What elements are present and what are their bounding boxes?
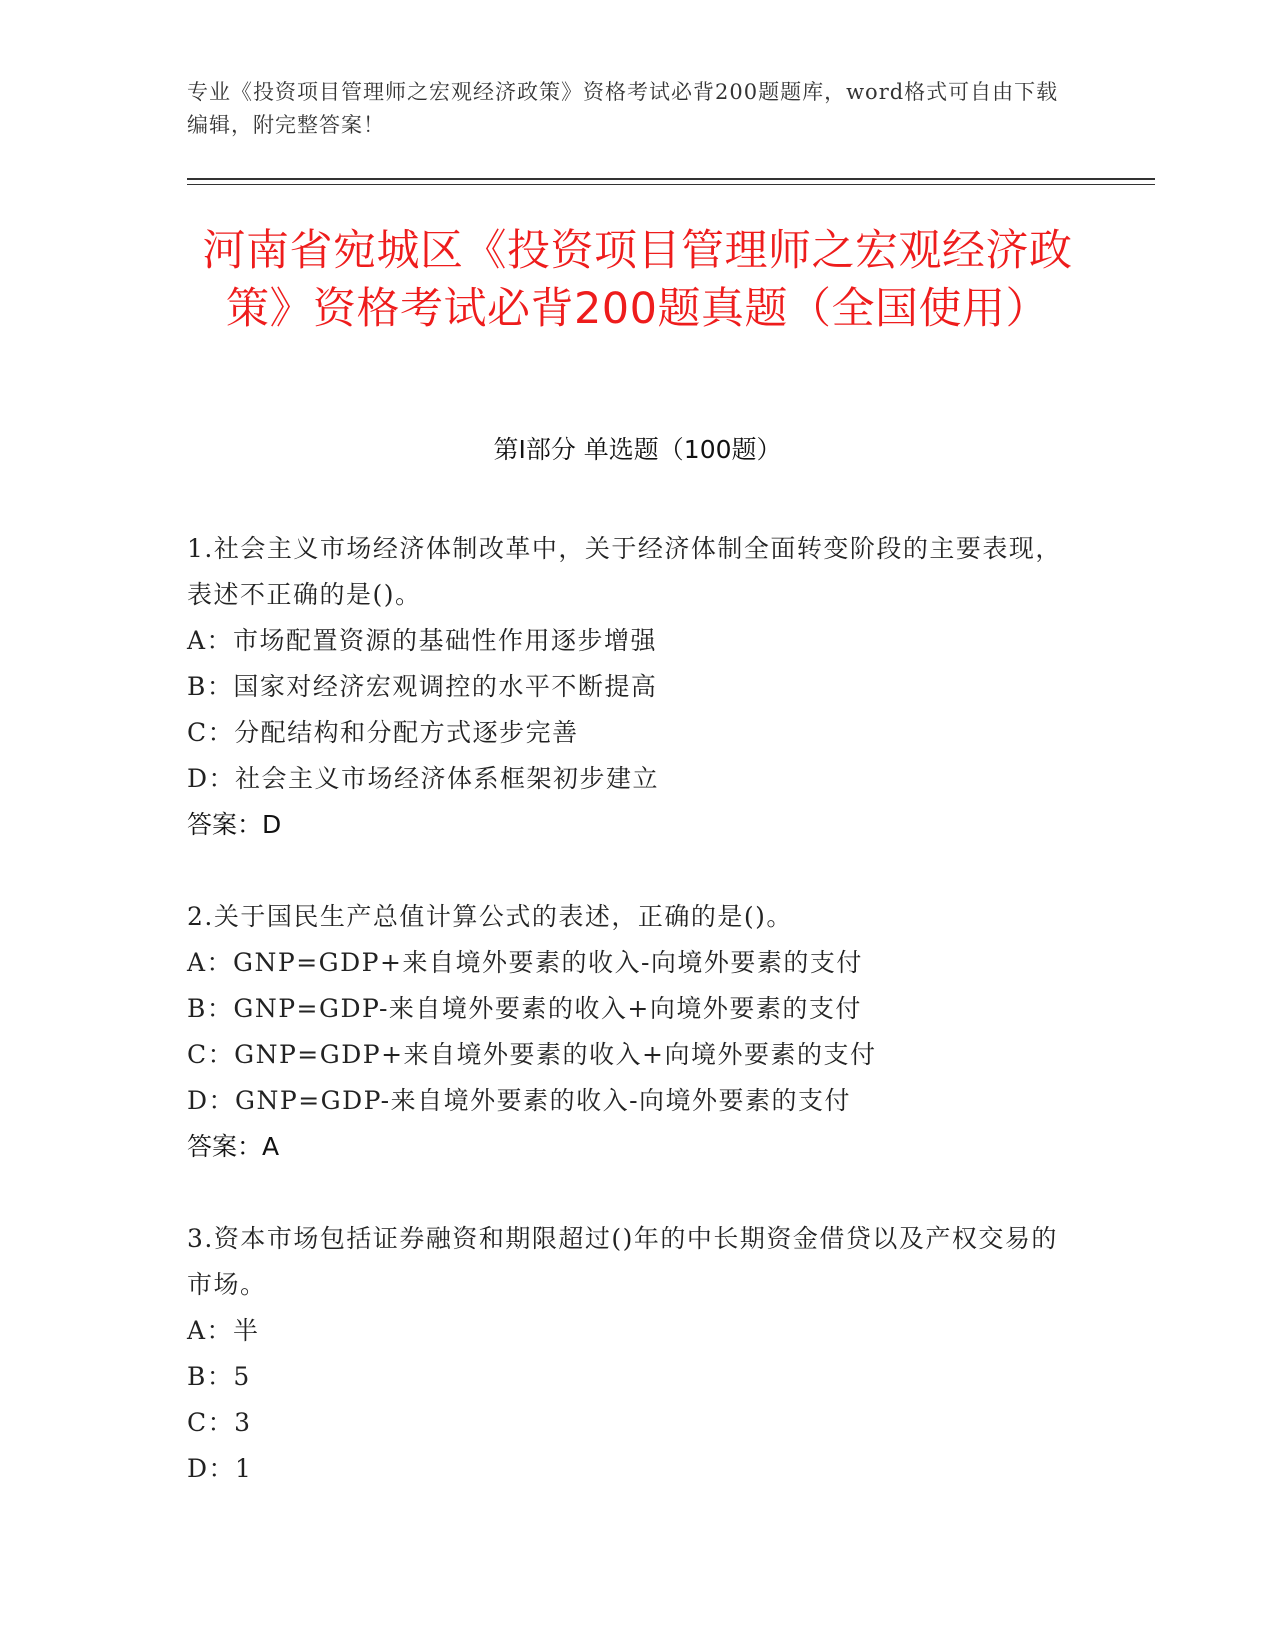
option-c: C：GNP=GDP+来自境外要素的收入+向境外要素的支付	[187, 1040, 877, 1069]
option-d: D：1	[187, 1454, 253, 1483]
document-title: 河南省宛城区《投资项目管理师之宏观经济政策》资格考试必背200题真题（全国使用）	[202, 226, 1073, 334]
option-a: A：市场配置资源的基础性作用逐步增强	[187, 626, 658, 655]
header-divider-thick	[187, 178, 1155, 180]
header-note: 专业《投资项目管理师之宏观经济政策》资格考试必背200题题库，word格式可自由下载编辑，附完整答案！	[187, 80, 1059, 137]
question-stem: 3.资本市场包括证券融资和期限超过()年的中长期资金借贷以及产权交易的市场。	[187, 1224, 1058, 1299]
answer-label: 答案：A	[187, 1132, 280, 1161]
question-stem: 1.社会主义市场经济体制改革中，关于经济体制全面转变阶段的主要表现，表述不正确的是()。	[187, 534, 1062, 609]
option-c: C：分配结构和分配方式逐步完善	[187, 718, 579, 747]
question-stem: 2.关于国民生产总值计算公式的表述，正确的是()。	[187, 902, 793, 931]
option-a: A：GNP=GDP+来自境外要素的收入-向境外要素的支付	[187, 948, 863, 977]
question-3	[187, 1216, 1067, 1492]
answer-label: 答案：D	[187, 810, 282, 839]
question-2	[187, 894, 1067, 1170]
question-list	[187, 526, 1067, 1538]
question-1	[187, 526, 1067, 848]
option-d: D：GNP=GDP-来自境外要素的收入-向境外要素的支付	[187, 1086, 852, 1115]
option-b: B：5	[187, 1362, 251, 1391]
option-c: C：3	[187, 1408, 252, 1437]
section-heading: 第Ⅰ部分 单选题（100题）	[493, 435, 782, 464]
option-b: B：国家对经济宏观调控的水平不断提高	[187, 672, 658, 701]
option-d: D：社会主义市场经济体系框架初步建立	[187, 764, 660, 793]
option-b: B：GNP=GDP-来自境外要素的收入+向境外要素的支付	[187, 994, 862, 1023]
header-divider-thin	[187, 184, 1155, 185]
option-a: A：半	[187, 1316, 260, 1345]
